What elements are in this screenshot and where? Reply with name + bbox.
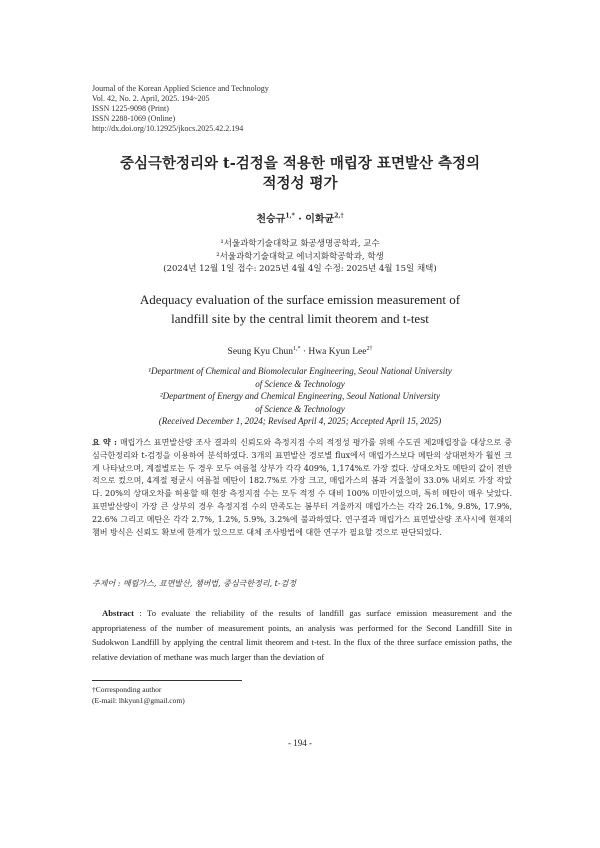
authors-english — [0, 347, 600, 357]
author1-ko-sup: 1,* — [285, 212, 295, 220]
aff1-ko: ¹서울과학기술대학교 화공생명공학과, 교수 — [220, 239, 380, 249]
author1-en: Seung Kyu Chun — [227, 347, 293, 357]
authors-korean — [0, 210, 600, 225]
author1-en-sup: 1,* — [292, 345, 301, 352]
footnote-email: (E-mail: lhkyun1@gmail.com) — [92, 696, 185, 705]
footnote-divider — [92, 680, 242, 681]
title-en-line2: landfill site by the central limit theorem and t-test — [171, 311, 429, 326]
author2-en-sup: 2† — [366, 345, 373, 352]
author1-ko: 천승규 — [256, 214, 286, 225]
abstract-ko-label: 요 약 : — [92, 437, 117, 447]
author2-ko-sup: 2,† — [334, 212, 344, 220]
author2-en: Hwa Kyun Lee — [308, 347, 367, 357]
abstract-ko-text: 매립가스 표면발산량 조사 결과의 신뢰도와 측정지점 수의 적정성 평가를 위해 수도권 제2매립장을 대상으로 중심극한정리와 t-검정을 이용하여 분석하였다. 3개의 표면발산 경로별 flux에서 매립가스보다 메탄의 상대편차가 훨씬 크게 나타났으며, 계절별로는 두 경우 모두 여름철 상부가 각각 409%, 1,174%로 가장 컸다. 상대오차도 메탄의 값이 전반적으로 컸으며, 4계절 평균시 여름철 메탄이 182.7%로 가장 크고, 매립가스의 봄과 겨울철이 33.0% 내외로 가장 작았다. 20%의 상대오차를 허용할 때 현장 측정지점 수는 모두 적정 수 대비 100% 미만이었으며, 특히 메탄이 매우 낮았다. 표면발산량이 가장 큰 상부의 경우 측정지점 수의 만족도는 봄부터 겨울까지 매립가스는 각각 26.1%, 9.8%, 17.9%, 22.6% 그리고 메탄은 각각 2.7%, 1.2%, 5.9%, 3.2%에 불과하였다. 연구결과 매립가스 표면발산량 조사시에 현재의 챔버 방식은 신뢰도 확보에 한계가 있으므로 대체 조사방법에 대한 연구가 필요할 것으로 판단되었다. — [92, 438, 513, 537]
aff2-en-line1: ²Department of Energy and Chemical Engineering, Seoul National University — [159, 391, 441, 401]
journal-volume: Vol. 42, No. 2. April, 2025. 194~205 — [92, 94, 210, 103]
aff1-en-line2: of Science & Technology — [255, 378, 345, 389]
author-ko-separator: · — [294, 214, 306, 225]
journal-doi[interactable]: http://dx.doi.org/10.12925/jkocs.2025.42.2.194 — [92, 124, 244, 133]
paper-title-korean — [0, 154, 600, 194]
paper-title-english — [0, 290, 600, 328]
abstract-en-label: Abstract — [102, 608, 134, 618]
title-ko-line1: 중심극한정리와 t-검정을 적용한 매립장 표면발산 측정의 — [119, 155, 481, 172]
affiliations-korean — [0, 238, 600, 276]
keywords-korean: 주제어 : 매립가스, 표면발산, 챔버법, 중심극한정리, t-검정 — [92, 579, 297, 588]
affiliations-english — [0, 365, 600, 428]
title-en-line1: Adequacy evaluation of the surface emission measurement of — [139, 292, 461, 307]
author-en-separator: · — [300, 347, 309, 357]
abstract-en-text: : To evaluate the reliability of the results of landfill gas surface emission measurement and the appropriateness of the number of measurement points, an analysis was performed for the Second Landfill Site in Sudokwon Landfill by applying the central limit theorem and t-test. In the flux of the three surface emission paths, the relative deviation of methane was much larger than the deviation of — [92, 608, 512, 662]
aff2-en-line2: of Science & Technology — [255, 403, 345, 414]
journal-name: Journal of the Korean Applied Science and Technology — [92, 84, 269, 93]
dates-ko: (2024년 12월 1일 접수: 2025년 4월 4일 수정: 2025년 4월 15일 채택) — [163, 264, 437, 274]
page-number: - 194 - — [288, 738, 312, 748]
footnote-corresponding: †Corresponding author — [92, 685, 162, 694]
aff1-en-line1: ¹Department of Chemical and Biomolecular Engineering, Seoul National University — [148, 366, 452, 376]
abstract-english — [92, 606, 512, 664]
dates-en: (Received December 1, 2024; Revised April 4, 2025; Accepted April 15, 2025) — [158, 416, 442, 426]
footnote — [92, 684, 185, 706]
abstract-korean — [92, 436, 512, 539]
journal-info — [92, 84, 269, 134]
journal-issn-print: ISSN 1225-9098 (Print) — [92, 104, 169, 113]
journal-issn-online: ISSN 2288-1069 (Online) — [92, 114, 176, 123]
title-ko-line2: 적정성 평가 — [262, 175, 338, 192]
aff2-ko: ²서울과학기술대학교 에너지화학공학과, 학생 — [216, 251, 384, 262]
author2-ko: 이화균 — [305, 214, 335, 225]
